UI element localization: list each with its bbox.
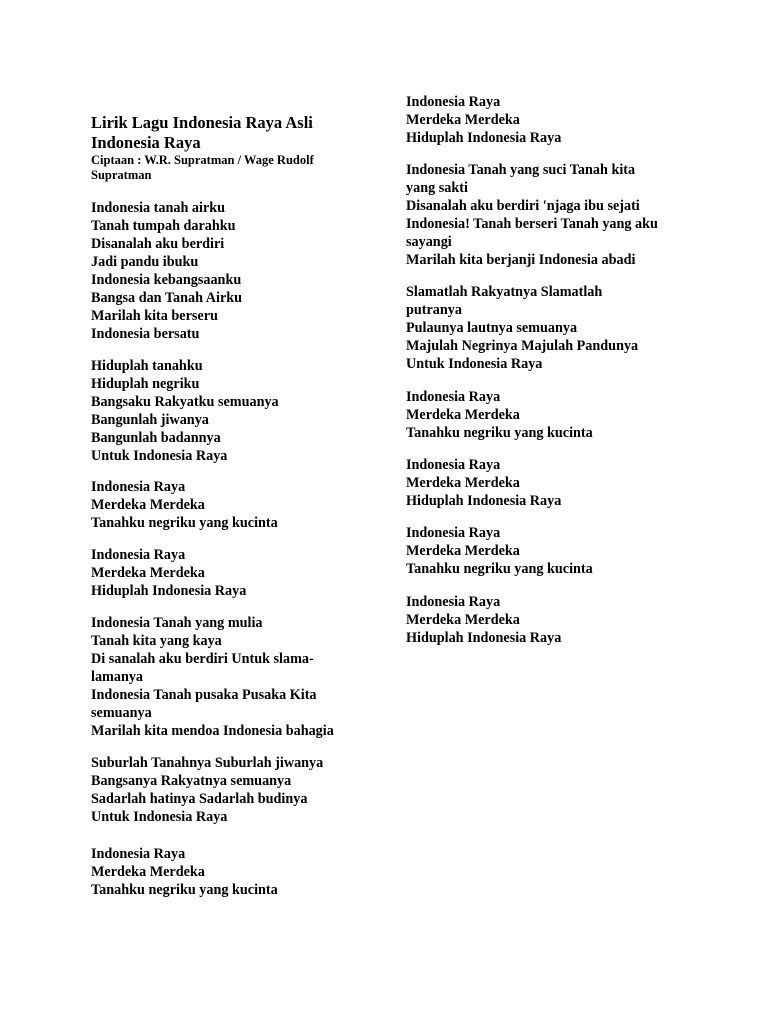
composer-credit: Ciptaan : W.R. Supratman / Wage Rudolf Supratman xyxy=(91,153,314,182)
lyric-line: Bangsa dan Tanah Airku xyxy=(91,290,243,306)
lyric-line: Indonesia Raya xyxy=(91,547,186,563)
lyric-line: Marilah kita berseru xyxy=(91,308,218,324)
lyric-line: Indonesia kebangsaanku xyxy=(91,272,242,288)
lyric-line: Merdeka Merdeka xyxy=(406,407,520,423)
lyric-line: Merdeka Merdeka xyxy=(406,112,520,128)
lyric-line: Indonesia Raya xyxy=(406,594,501,610)
stanza xyxy=(91,199,242,343)
lyric-line: Merdeka Merdeka xyxy=(91,497,205,513)
lyric-line: Indonesia Raya xyxy=(406,389,501,405)
lyric-line: Indonesia tanah airku xyxy=(91,200,226,216)
lyric-line: Hiduplah tanahku xyxy=(91,358,203,374)
stanza xyxy=(406,593,561,647)
lyric-line: Tanahku negriku yang kucinta xyxy=(91,515,278,531)
lyric-line: Merdeka Merdeka xyxy=(91,864,205,880)
stanza xyxy=(406,524,593,578)
lyric-line: Pulaunya lautnya semuanya xyxy=(406,320,578,336)
lyric-line: Disanalah aku berdiri 'njaga ibu sejati xyxy=(406,198,640,214)
lyric-line: Indonesia Tanah pusaka Pusaka Kita xyxy=(91,687,317,703)
stanza xyxy=(91,845,278,899)
stanza xyxy=(406,388,593,442)
lyric-line: Jadi pandu ibuku xyxy=(91,254,199,270)
lyric-line: Hiduplah Indonesia Raya xyxy=(406,630,562,646)
lyric-line: Marilah kita berjanji Indonesia abadi xyxy=(406,252,636,268)
lyric-line: Indonesia Raya xyxy=(406,94,501,110)
lyric-line: Hiduplah Indonesia Raya xyxy=(91,583,247,599)
lyric-line: Di sanalah aku berdiri Untuk slama- xyxy=(91,651,314,667)
stanza xyxy=(406,283,638,373)
lyric-line: Marilah kita mendoa Indonesia bahagia xyxy=(91,723,334,739)
lyric-line: Suburlah Tanahnya Suburlah jiwanya xyxy=(91,755,324,771)
lyric-line: Merdeka Merdeka xyxy=(406,612,520,628)
lyric-line: Hiduplah Indonesia Raya xyxy=(406,130,562,146)
stanza xyxy=(91,357,279,465)
stanza xyxy=(91,546,246,600)
lyric-line: Merdeka Merdeka xyxy=(406,543,520,559)
lyric-line: sayangi xyxy=(406,234,452,250)
lyric-line: Indonesia Raya xyxy=(406,457,501,473)
lyric-line: Indonesia! Tanah berseri Tanah yang aku xyxy=(406,216,658,232)
lyric-line: Sadarlah hatinya Sadarlah budinya xyxy=(91,791,308,807)
lyric-line: Bangsaku Rakyatku semuanya xyxy=(91,394,279,410)
lyric-line: Slamatlah Rakyatnya Slamatlah xyxy=(406,284,603,300)
stanza xyxy=(91,478,278,532)
document-title: Lirik Lagu Indonesia Raya Asli xyxy=(91,113,313,132)
lyric-line: Hiduplah negriku xyxy=(91,376,200,392)
stanza xyxy=(91,754,323,826)
lyric-line: lamanya xyxy=(91,669,144,685)
lyric-line: Untuk Indonesia Raya xyxy=(91,809,228,825)
lyric-line: Indonesia bersatu xyxy=(91,326,200,342)
lyric-line: Indonesia Raya xyxy=(91,846,186,862)
lyric-line: Tanah kita yang kaya xyxy=(91,633,222,649)
lyric-line: semuanya xyxy=(91,705,152,721)
lyric-line: Indonesia Raya xyxy=(91,479,186,495)
lyric-line: yang sakti xyxy=(406,180,468,196)
lyric-line: Tanahku negriku yang kucinta xyxy=(406,561,593,577)
lyric-line: Untuk Indonesia Raya xyxy=(406,356,543,372)
lyric-line: putranya xyxy=(406,302,462,318)
lyric-line: Majulah Negrinya Majulah Pandunya xyxy=(406,338,639,354)
lyric-line: Merdeka Merdeka xyxy=(406,475,520,491)
stanza xyxy=(91,614,334,740)
lyric-line: Indonesia Tanah yang mulia xyxy=(91,615,263,631)
lyric-line: Bangunlah jiwanya xyxy=(91,412,209,428)
lyric-line: Bangunlah badannya xyxy=(91,430,221,446)
lyric-line: Disanalah aku berdiri xyxy=(91,236,225,252)
lyric-line: Tanahku negriku yang kucinta xyxy=(91,882,278,898)
stanza xyxy=(406,161,658,269)
lyric-line: Hiduplah Indonesia Raya xyxy=(406,493,562,509)
lyric-line: Untuk Indonesia Raya xyxy=(91,448,228,464)
lyric-line: Tanahku negriku yang kucinta xyxy=(406,425,593,441)
lyric-line: Tanah tumpah darahku xyxy=(91,218,236,234)
lyric-line: Indonesia Raya xyxy=(406,525,501,541)
lyric-line: Indonesia Tanah yang suci Tanah kita xyxy=(406,162,636,178)
stanza xyxy=(406,93,561,147)
stanza xyxy=(406,456,561,510)
lyric-line: Bangsanya Rakyatnya semuanya xyxy=(91,773,292,789)
song-title: Indonesia Raya xyxy=(91,133,201,152)
lyric-line: Merdeka Merdeka xyxy=(91,565,205,581)
